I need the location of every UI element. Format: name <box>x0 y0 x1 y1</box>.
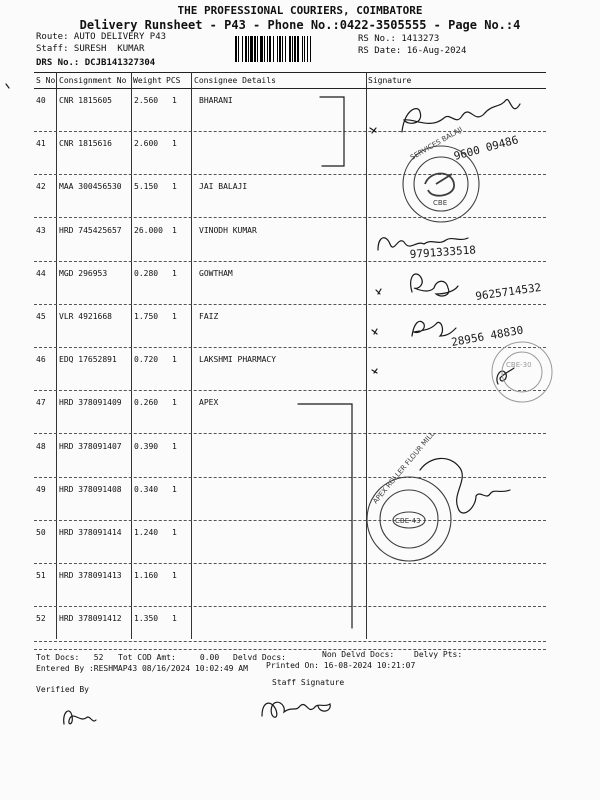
lower-stamp-text: APEX ROLLER FLOUR MILL <box>371 430 437 506</box>
rs-number: RS No.: 1413273 <box>358 34 440 44</box>
row-consignment: HRD 745425657 <box>59 226 122 235</box>
row-sno: 44 <box>36 269 46 278</box>
row-pcs: 1 <box>172 355 177 364</box>
tick-mark <box>370 128 376 133</box>
row-pcs: 1 <box>172 269 177 278</box>
row-sno: 52 <box>36 614 46 623</box>
phone-41: 9600 09486 <box>452 133 520 163</box>
verified-scribble <box>64 711 96 724</box>
row-consignee: JAI BALAJI <box>199 182 248 191</box>
row-consignee: APEX <box>199 398 219 407</box>
row-pcs: 1 <box>172 398 177 407</box>
row-sno: 50 <box>36 528 46 537</box>
row-pcs: 1 <box>172 96 177 105</box>
row-weight: 1.160 <box>134 571 159 580</box>
staff-signature-label: Staff Signature <box>272 678 345 687</box>
row-weight: 0.390 <box>134 442 159 451</box>
delivered-docs: Delvd Docs: <box>233 653 286 662</box>
signature-scribble <box>420 458 510 513</box>
row-consignment: MGD 296953 <box>59 269 108 278</box>
row-weight: 0.340 <box>134 485 159 494</box>
upper-stamp-text: SERVICES BALAJI <box>409 125 464 162</box>
row-weight: 2.560 <box>134 96 159 105</box>
drs-number: DRS No.: DCJB141327304 <box>36 58 156 68</box>
phone-43: 9791333518 <box>409 243 477 261</box>
row-consignment: HRD 378091413 <box>59 571 122 580</box>
header-pcs: PCS <box>166 76 181 85</box>
row-consignment: HRD 378091407 <box>59 442 122 451</box>
row-consignee: VINODH KUMAR <box>199 226 257 235</box>
bracket-mark <box>298 404 352 628</box>
row-consignment: HRD 378091414 <box>59 528 122 537</box>
staff-label: Staff: SURESH KUMAR <box>36 44 145 54</box>
row-consignee: BHARANI <box>199 96 233 105</box>
row-weight: 26.000 <box>134 226 163 235</box>
row-weight: 1.750 <box>134 312 159 321</box>
printed-on: Printed On: 16-08-2024 10:21:07 <box>266 661 416 670</box>
row-pcs: 1 <box>172 442 177 451</box>
signature-scribble <box>402 100 520 132</box>
total-cod: Tot COD Amt: 0.00 <box>118 653 220 662</box>
row-consignment: MAA 300456530 <box>59 182 122 191</box>
row-pcs: 1 <box>172 528 177 537</box>
row-pcs: 1 <box>172 182 177 191</box>
row-sno: 47 <box>36 398 46 407</box>
phone-45: 28956 48830 <box>450 323 525 349</box>
row-sno: 41 <box>36 139 46 148</box>
tick-mark <box>376 289 381 294</box>
row-pcs: 1 <box>172 614 177 623</box>
runsheet-title: Delivery Runsheet - P43 - Phone No.:0422-3505555 - Page No.:4 <box>79 18 521 32</box>
delivery-points: Delvy Pts: <box>414 650 463 659</box>
verified-by-label: Verified By <box>36 685 89 694</box>
header-sno: S No <box>36 76 56 85</box>
row-sno: 48 <box>36 442 46 451</box>
row-sno: 51 <box>36 571 46 580</box>
signature-scribble <box>497 368 514 384</box>
total-docs: Tot Docs: 52 <box>36 653 104 662</box>
signature-scribble <box>412 321 456 336</box>
tick-mark <box>372 369 377 373</box>
header-consignee: Consignee Details <box>194 76 276 85</box>
staff-signature-scribble <box>262 702 330 717</box>
row-consignment: HRD 378091408 <box>59 485 122 494</box>
row-weight: 0.280 <box>134 269 159 278</box>
non-delivered-docs: Non Delvd Docs: <box>322 650 395 659</box>
row-sno: 46 <box>36 355 46 364</box>
row-consignment: CNR 1815605 <box>59 96 112 105</box>
footer-rule <box>34 641 546 642</box>
company-title: THE PROFESSIONAL COURIERS, COIMBATORE <box>177 4 423 17</box>
row-consignment: HRD 378091409 <box>59 398 122 407</box>
phone-44: 9625714532 <box>474 280 543 303</box>
row-pcs: 1 <box>172 485 177 494</box>
row-pcs: 1 <box>172 139 177 148</box>
header-consignment: Consignment No <box>59 76 127 85</box>
route-label: Route: AUTO DELIVERY P43 <box>36 32 167 42</box>
rs-date: RS Date: 16-Aug-2024 <box>358 46 467 56</box>
signature-scribble <box>411 274 458 296</box>
row-sno: 45 <box>36 312 46 321</box>
row-weight: 1.350 <box>134 614 159 623</box>
row-weight: 5.150 <box>134 182 159 191</box>
row-weight: 1.240 <box>134 528 159 537</box>
row-sno: 42 <box>36 182 46 191</box>
upper-stamp-center: CBE <box>433 199 448 207</box>
row-consignee: LAKSHMI PHARMACY <box>199 355 277 364</box>
lower-stamp-center: CBE-43 <box>395 517 421 525</box>
row-pcs: 1 <box>172 571 177 580</box>
row-consignment: CNR 1815616 <box>59 139 112 148</box>
row-consignee: FAIZ <box>199 312 219 321</box>
row-consignment: HRD 378091412 <box>59 614 122 623</box>
row-pcs: 1 <box>172 226 177 235</box>
tick-mark <box>372 329 377 334</box>
header-signature: Signature <box>368 76 412 85</box>
header-weight: Weight <box>133 76 162 85</box>
row-consignment: EDQ 17652891 <box>59 355 117 364</box>
entered-by: Entered By :RESHMAP43 08/16/2024 10:02:49 AM <box>36 664 248 673</box>
row-weight: 0.260 <box>134 398 159 407</box>
row-sno: 49 <box>36 485 46 494</box>
row-pcs: 1 <box>172 312 177 321</box>
faint-stamp-text: CBE-30 <box>506 361 532 369</box>
row-weight: 0.720 <box>134 355 159 364</box>
row-weight: 2.600 <box>134 139 159 148</box>
row-sno: 43 <box>36 226 46 235</box>
row-sno: 40 <box>36 96 46 105</box>
row-consignee: GOWTHAM <box>199 269 233 278</box>
corner-mark <box>6 84 9 88</box>
bracket-mark <box>320 97 344 166</box>
row-consignment: VLR 4921668 <box>59 312 112 321</box>
